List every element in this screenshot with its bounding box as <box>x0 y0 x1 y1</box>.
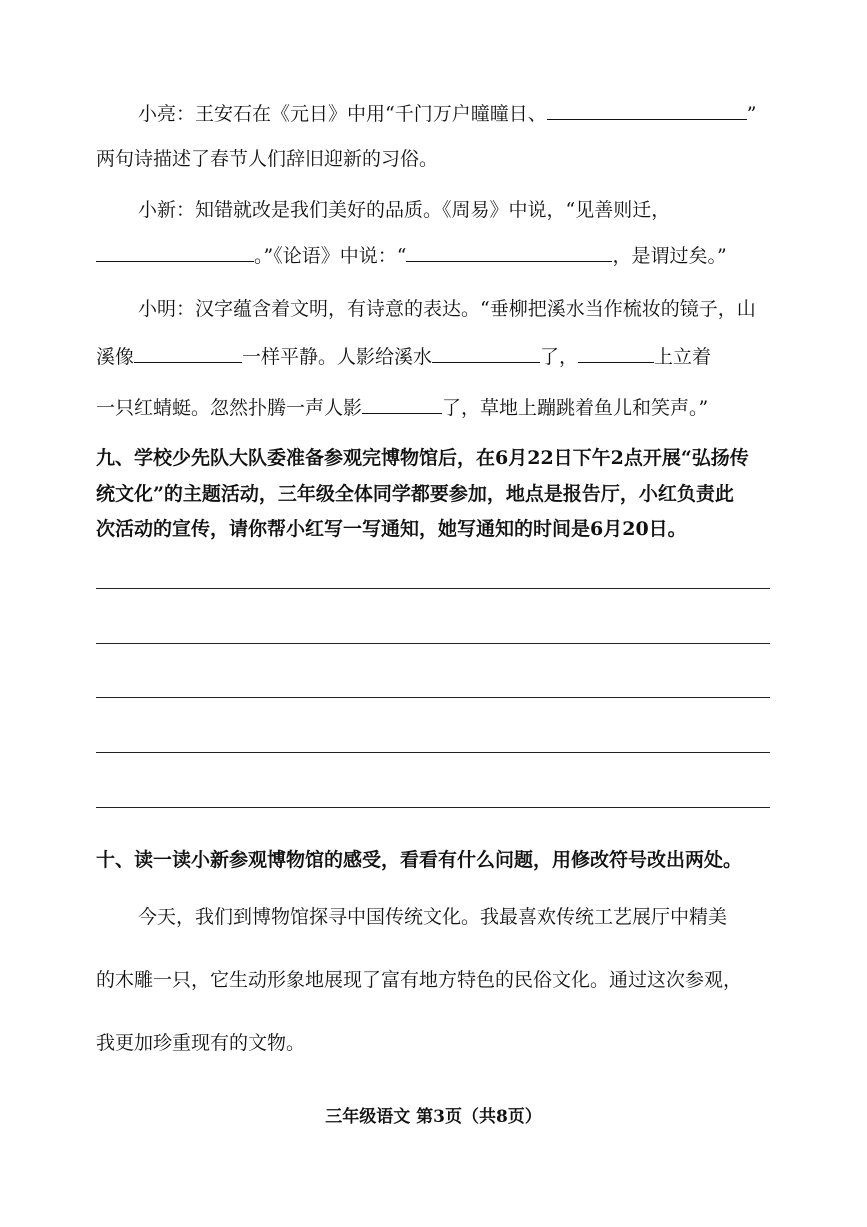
answer-blank[interactable] <box>406 243 612 262</box>
question-9-line: 九、学校少先队大队委准备参观完博物馆后，在6月22日下午2点开展“弘扬传 <box>96 447 749 469</box>
text: ” <box>746 103 757 125</box>
poetic-question-line <box>96 343 711 371</box>
answer-blank[interactable] <box>547 101 747 120</box>
page-footer: 三年级语文 第3页（共8页） <box>325 1107 542 1127</box>
passage-line: 我更加珍重现有的文物。 <box>96 1032 306 1054</box>
writing-line[interactable] <box>96 752 770 753</box>
passage-line: 今天，我们到博物馆探寻中国传统文化。我最喜欢传统工艺展厅中精美 <box>138 906 728 928</box>
poem-question-line: 两句诗描述了春节人们辞旧迎新的习俗。 <box>96 148 439 170</box>
writing-line[interactable] <box>96 643 770 644</box>
text: 一只红蜻蜓。忽然扑腾一声人影 <box>96 397 363 419</box>
text: 了， <box>540 346 579 368</box>
answer-blank[interactable] <box>362 395 442 414</box>
text: 了，草地上蹦跳着鱼儿和笑声。” <box>442 397 709 419</box>
proverb-question-line: 小新：知错就改是我们美好的品质。《周易》中说，“见善则迁， <box>138 199 671 221</box>
writing-line[interactable] <box>96 807 770 808</box>
text: 。”《论语》中说：“ <box>254 245 407 267</box>
text: 小亮：王安石在《元日》中用“千门万户曈曈日、 <box>138 103 547 125</box>
answer-blank[interactable] <box>432 344 540 363</box>
writing-line[interactable] <box>96 588 770 589</box>
answer-blank[interactable] <box>134 344 242 363</box>
poem-question-line <box>138 100 756 128</box>
question-9-line: 次活动的宣传，请你帮小红写一写通知，她写通知的时间是6月20日。 <box>96 518 687 540</box>
text: 一样平静。人影给溪水 <box>242 346 433 368</box>
text: ，是谓过矣。” <box>612 245 727 267</box>
poetic-question-line <box>96 394 708 422</box>
question-10-heading: 十、读一读小新参观博物馆的感受，看看有什么问题，用修改符号改出两处。 <box>96 849 743 871</box>
passage-line: 的木雕一只，它生动形象地展现了富有地方特色的民俗文化。通过这次参观， <box>96 969 743 991</box>
text: 溪像 <box>96 346 135 368</box>
answer-blank[interactable] <box>96 243 254 262</box>
proverb-question-line <box>96 242 727 270</box>
answer-blank[interactable] <box>578 344 654 363</box>
text: 上立着 <box>654 346 712 368</box>
poetic-question-line: 小明：汉字蕴含着文明，有诗意的表达。“垂柳把溪水当作梳妆的镜子，山 <box>138 298 756 320</box>
writing-line[interactable] <box>96 697 770 698</box>
question-9-line: 统文化”的主题活动，三年级全体同学都要参加，地点是报告厅，小红负责此 <box>96 483 734 505</box>
